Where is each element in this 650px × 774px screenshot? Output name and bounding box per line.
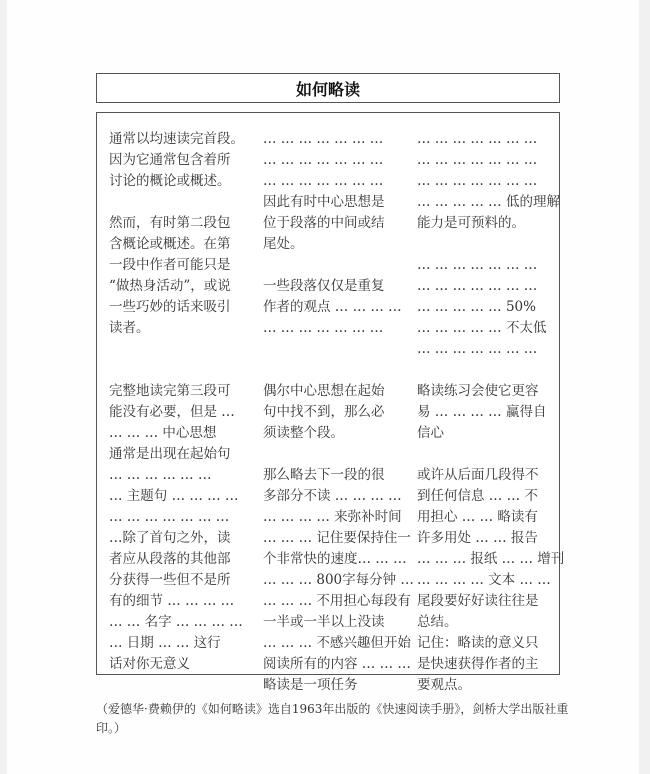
text-line: … … … … … … … xyxy=(109,509,230,525)
text-line: … … … 不感兴趣但开始 xyxy=(263,635,411,651)
text-line: 是快速获得作者的主 xyxy=(417,656,539,672)
text-line: 完整地读完第三段可 xyxy=(109,383,231,399)
text-line: 或许从后面几段得不 xyxy=(417,467,539,483)
text-line: … 主题句 … … … … xyxy=(109,488,239,504)
line-gap xyxy=(263,444,403,465)
line-gap xyxy=(417,444,557,465)
text-line: … … … 800字每分钟 … xyxy=(263,572,414,588)
text-line: 能没有必要，但是 … xyxy=(109,404,235,420)
text-line: … … … 报纸 … … 增刊 xyxy=(417,551,565,567)
text-line: …除了首句之外，读 xyxy=(109,530,231,546)
text-line: … … … … … 不太低 xyxy=(417,320,547,336)
text-line: 读者。 xyxy=(109,320,150,336)
line-gap xyxy=(109,360,249,381)
line-gap xyxy=(109,339,249,360)
text-line: 须读整个段。 xyxy=(263,425,344,441)
text-line: 通常以均速读完首段。 xyxy=(109,131,244,147)
text-line: … 日期 … … 这行 xyxy=(109,635,221,651)
text-line: … … … … … … … xyxy=(263,173,384,189)
text-line: … … … … 来弥补时间 xyxy=(263,509,402,525)
text-line: 用担心 … … 略读有 xyxy=(417,509,538,525)
column-right xyxy=(417,129,565,696)
section-title: 如何略读 xyxy=(96,73,560,103)
text-line: 略读练习会使它更容 xyxy=(417,383,539,399)
text-line: … … … 记住要保持住一 xyxy=(263,530,411,546)
text-line: 一些段落仅仅是重复 xyxy=(263,278,385,294)
text-line: 个非常快的速度… … … xyxy=(263,551,407,567)
text-line: “做热身活动”，或说 xyxy=(109,278,231,294)
text-line: … … … … … … … xyxy=(417,278,538,294)
text-line: 易 … … … … 赢得自 xyxy=(417,404,547,420)
text-line: 阅读所有的内容 … … … xyxy=(263,656,411,672)
text-line: 尾段要好好读往往是 xyxy=(417,593,539,609)
column-middle xyxy=(263,129,414,696)
text-line: 尾处。 xyxy=(263,236,304,252)
text-line: 一半或一半以上没读 xyxy=(263,614,385,630)
text-line: 位于段落的中间或结 xyxy=(263,215,385,231)
text-line: … … … … … … … xyxy=(417,341,538,357)
text-line: 信心 xyxy=(417,425,444,441)
text-line: 一些巧妙的话来吸引 xyxy=(109,299,231,315)
text-line: 到任何信息 … … 不 xyxy=(417,488,538,504)
text-line: 句中找不到，那么必 xyxy=(263,404,385,420)
text-line: 多部分不读 … … … … xyxy=(263,488,402,504)
line-gap xyxy=(109,192,249,213)
text-line: 作者的观点 … … … … xyxy=(263,299,402,315)
line-gap xyxy=(417,234,557,255)
text-line: … … … … … … … xyxy=(417,152,538,168)
text-line: … … … … … … … xyxy=(417,173,538,189)
text-line: … … … 中心思想 xyxy=(109,425,217,441)
text-line: 有的细节 … … … … xyxy=(109,593,235,609)
text-line: … … … … … … … xyxy=(263,320,384,336)
text-line: 话对你无意义 xyxy=(109,656,190,672)
text-line: … … … … … … … xyxy=(417,131,538,147)
text-line: … … … … … … … xyxy=(263,131,384,147)
text-line: 因为它通常包含着所 xyxy=(109,152,231,168)
text-line: 分获得一些但不是所 xyxy=(109,572,231,588)
line-gap xyxy=(263,255,403,276)
text-line: … … … … 文本 … … xyxy=(417,572,551,588)
text-line: 然而，有时第二段包 xyxy=(109,215,231,231)
text-line: … … 名字 … … … … xyxy=(109,614,243,630)
text-line: 者应从段落的其他部 xyxy=(109,551,231,567)
text-line: 讨论的概论或概述。 xyxy=(109,173,231,189)
content-box xyxy=(96,112,565,693)
text-line: … … … … … … … xyxy=(263,152,384,168)
text-line: 略读是一项任务 xyxy=(263,677,358,693)
text-line: 总结。 xyxy=(417,614,458,630)
text-line: 偶尔中心思想在起始 xyxy=(263,383,385,399)
line-gap xyxy=(417,360,557,381)
text-line: 含概论或概述。在第 xyxy=(109,236,231,252)
text-line: … … … 不用担心每段有 xyxy=(263,593,411,609)
text-line: 许多用处 … … 报告 xyxy=(417,530,538,546)
text-line: 记住：略读的意义只 xyxy=(417,635,539,651)
text-line: … … … … … … … xyxy=(417,257,538,273)
text-line: 能力是可预料的。 xyxy=(417,215,525,231)
text-line: 因此有时中心思想是 xyxy=(263,194,385,210)
text-line: 通常是出现在起始句 xyxy=(109,446,231,462)
text-line: 一段中作者可能只是 xyxy=(109,257,231,273)
text-line: … … … … … 50% xyxy=(417,299,536,315)
line-gap xyxy=(263,360,403,381)
line-gap xyxy=(263,339,403,360)
column-left xyxy=(109,129,249,675)
text-line: … … … … … … xyxy=(109,467,212,483)
text-line: 那么略去下一段的很 xyxy=(263,467,385,483)
text-line: 要观点。 xyxy=(417,677,471,693)
footnote-citation: （爱德华·费赖伊的《如何略读》选自1963年出版的《快速阅读手册》，剑桥大学出版社重印。） xyxy=(96,702,569,735)
text-line: … … … … … 低的理解 xyxy=(417,194,560,210)
